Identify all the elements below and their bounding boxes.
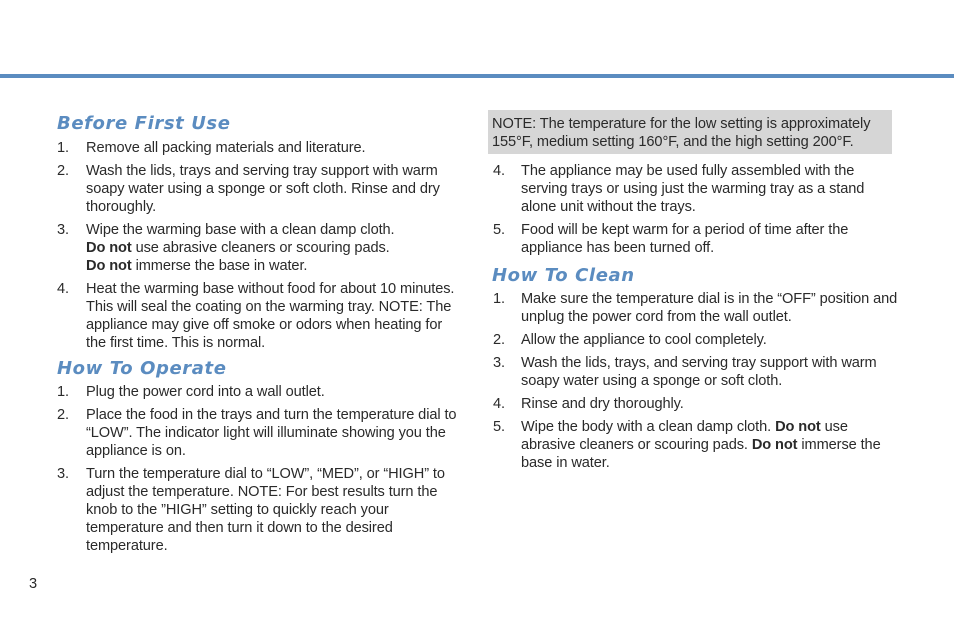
list-item: 1. Make sure the temperature dial is in the “OFF” position and unplug the power cord from the wall outlet. bbox=[493, 291, 898, 325]
before-first-use-list bbox=[57, 139, 462, 352]
how-to-operate-list-continued bbox=[492, 162, 902, 257]
list-item: 2. Wash the lids, trays and serving tray support with warm soapy water using a sponge or soft cloth. Rinse and dry thoroughly. bbox=[57, 163, 440, 215]
page-number: 3 bbox=[29, 576, 38, 592]
list-item: 4. Heat the warming base without food for about 10 minutes. This will seal the coating on the warming tray. NOTE: The appliance may give off smoke or odors when heating for the first time. This is normal. bbox=[57, 281, 455, 351]
list-item: 4. Rinse and dry thoroughly. bbox=[493, 396, 684, 412]
list-item: 1. Remove all packing materials and literature. bbox=[57, 140, 366, 156]
before-first-use-heading: Before First Use bbox=[57, 113, 231, 134]
caution-line: Do not use abrasive cleaners or scouring pads. bbox=[86, 240, 390, 256]
right-column bbox=[492, 110, 902, 472]
caution-line: Do not immerse the base in water. bbox=[86, 258, 308, 274]
list-item: 1. Plug the power cord into a wall outlet. bbox=[57, 384, 325, 400]
list-item: 4. The appliance may be used fully assembled with the serving trays or using just the warming tray as a stand alone unit without the trays. bbox=[493, 163, 865, 215]
left-column bbox=[57, 113, 462, 555]
list-item: 2. Allow the appliance to cool completely. bbox=[493, 332, 767, 348]
list-item: 3. Wash the lids, trays, and serving tray support with warm soapy water using a sponge or soft cloth. bbox=[493, 355, 877, 389]
temperature-note: NOTE: The temperature for the low setting is approximately 155°F, medium setting 160°F, and the high setting 200°F. bbox=[488, 110, 892, 154]
how-to-operate-heading: How To Operate bbox=[57, 358, 227, 379]
how-to-clean-list bbox=[492, 290, 902, 472]
list-item: 5. Wipe the body with a clean damp cloth. Do not use abrasive cleaners or scouring pads. Do not immerse the base in water. bbox=[493, 419, 881, 471]
list-item: 2. Place the food in the trays and turn the temperature dial to “LOW”. The indicator light will illuminate showing you the appliance is on. bbox=[57, 407, 457, 459]
list-item: 3. Wipe the warming base with a clean damp cloth. Do not use abrasive cleaners or scouring pads. Do not immerse the base in water. bbox=[57, 221, 462, 275]
how-to-operate-list bbox=[57, 383, 462, 555]
how-to-clean-heading: How To Clean bbox=[492, 265, 635, 286]
header-rule bbox=[0, 74, 954, 78]
list-item: 3. Turn the temperature dial to “LOW”, “MED”, or “HIGH” to adjust the temperature. NOTE: For best results turn the knob to the ”HIGH” setting to quickly reach your temperature and then turn it down to the desired temperature. bbox=[57, 466, 445, 554]
list-item: 5. Food will be kept warm for a period of time after the appliance has been turned off. bbox=[493, 222, 849, 256]
